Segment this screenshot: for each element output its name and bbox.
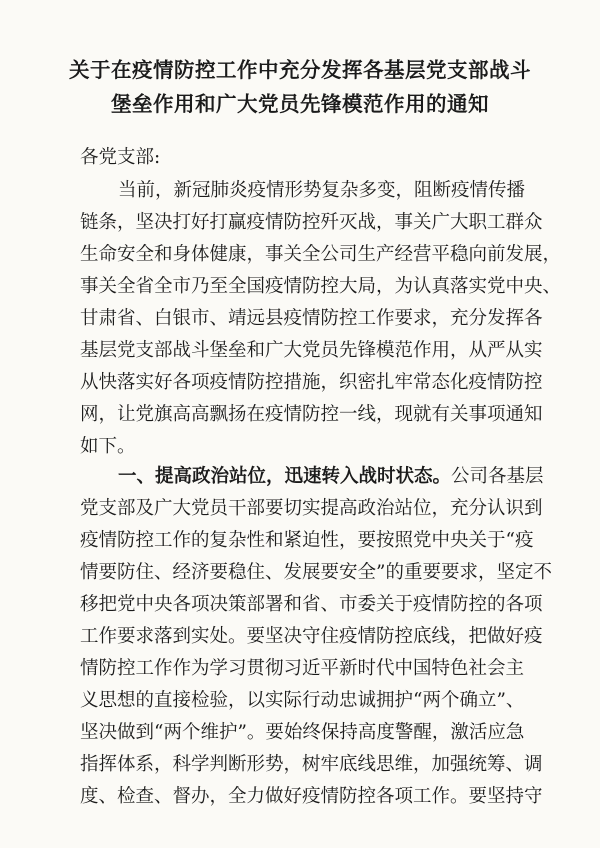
paragraph-line: 情要防住、经济要稳住、发展要安全”的重要要求，坚定不 — [80, 562, 552, 583]
paragraph-line: 党支部及广大党员干部要切实提高政治站位，充分认识到 — [80, 498, 543, 519]
paragraph-line: 如下。 — [80, 436, 136, 457]
paragraph-line: 疫情防控工作的复杂性和紧迫性，要按照党中央关于“疫 — [80, 530, 534, 551]
paragraph-line: 基层党支部战斗堡垒和广大党员先锋模范作用，从严从实 — [80, 340, 543, 361]
paragraph-line: 情防控工作作为学习贯彻习近平新时代中国特色社会主 — [80, 658, 525, 679]
paragraph-line: 坚决做到“两个维护”。要始终保持高度警醒，激活应急 — [80, 722, 525, 743]
salutation: 各党支部: — [80, 147, 161, 168]
paragraph-line: 链条，坚决打好打赢疫情防控歼灭战，事关广大职工群众 — [80, 212, 543, 233]
paragraph-line: 度、检查、督办，全力做好疫情防控各项工作。要坚持守 — [80, 786, 543, 807]
section-1-heading: 一、提高政治站位，迅速转入战时状态。 — [118, 466, 452, 487]
paragraph-line: 事关全省全市乃至全国疫情防控大局，为认真落实党中央、 — [80, 276, 562, 297]
paragraph-line: 工作要求落到实处。要坚决守住疫情防控底线，把做好疫 — [80, 626, 543, 647]
section-1-first-line — [118, 463, 544, 491]
document-title-line-1: 关于在疫情防控工作中充分发挥各基层党支部战斗 — [69, 58, 531, 82]
section-1-first-line-text: 公司各基层 — [451, 466, 544, 487]
paragraph-line: 从快落实好各项疫情防控措施，织密扎牢常态化疫情防控 — [80, 372, 543, 393]
paragraph-line: 网，让党旗高高飘扬在疫情防控一线，现就有关事项通知 — [80, 404, 543, 425]
paragraph-line: 指挥体系，科学判断形势，树牢底线思维，加强统筹、调 — [80, 754, 543, 775]
paragraph-line: 义思想的直接检验，以实际行动忠诚拥护“两个确立”、 — [80, 690, 525, 711]
paragraph-line: 当前，新冠肺炎疫情形势复杂多变，阻断疫情传播 — [118, 180, 526, 201]
paragraph-line: 生命安全和身体健康，事关全公司生产经营平稳向前发展， — [80, 244, 562, 265]
document-title-line-2: 堡垒作用和广大党员先锋模范作用的通知 — [111, 92, 489, 116]
paragraph-line: 移把党中央各项决策部署和省、市委关于疫情防控的各项 — [80, 594, 543, 615]
paragraph-line: 甘肃省、白银市、靖远县疫情防控工作要求，充分发挥各 — [80, 308, 543, 329]
